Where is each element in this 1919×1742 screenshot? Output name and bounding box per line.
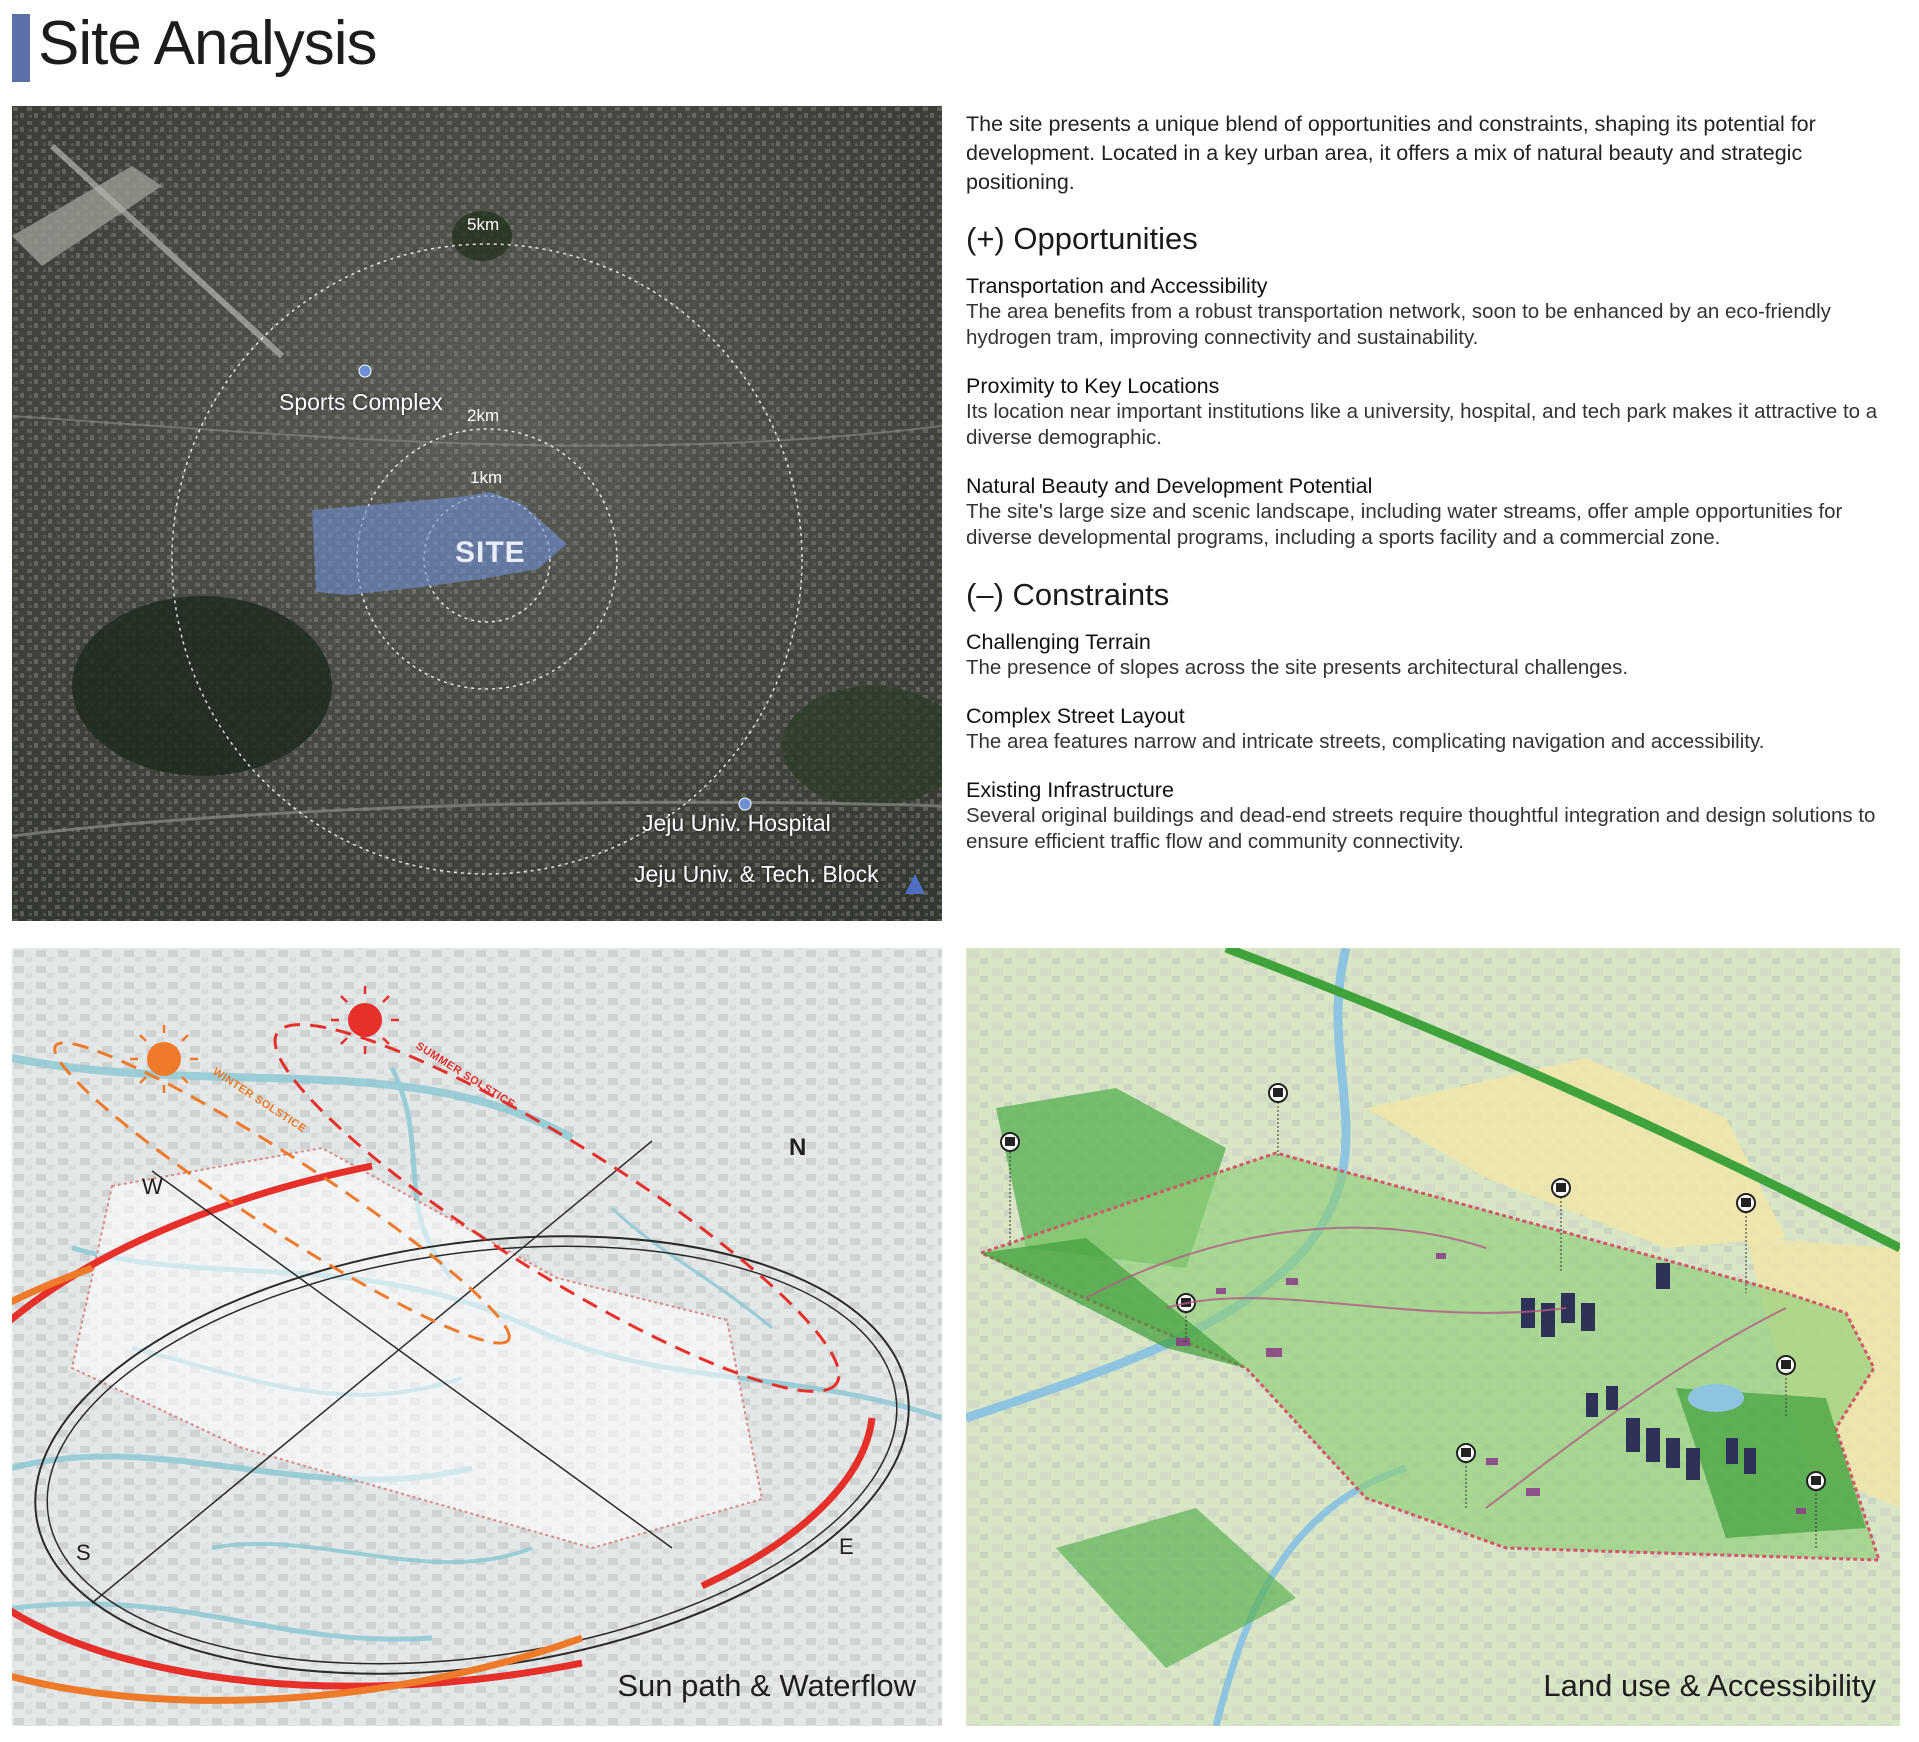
opportunity-title: Transportation and Accessibility bbox=[966, 274, 1268, 298]
hospital-label: Jeju Univ. Hospital bbox=[642, 810, 831, 836]
title-accent-bar bbox=[12, 14, 30, 82]
constraint-body: Several original buildings and dead-end streets require thoughtful integration and design solutions to ensure efficient traffic flow and community connectivity. bbox=[966, 804, 1876, 853]
sunpath-caption: Sun path & Waterflow bbox=[617, 1668, 916, 1703]
site-label: SITE bbox=[455, 536, 526, 569]
opportunity-item bbox=[966, 373, 1896, 451]
ring-label-1km: 1km bbox=[470, 468, 503, 487]
winter-solstice-label: WINTER SOLSTICE bbox=[210, 1066, 309, 1136]
compass-west: W bbox=[142, 1174, 163, 1199]
compass-east: E bbox=[839, 1534, 854, 1559]
ring-label-2km: 2km bbox=[467, 406, 500, 425]
opportunities-heading: (+) Opportunities bbox=[966, 221, 1198, 256]
summer-solstice-label: SUMMER SOLSTICE bbox=[413, 1040, 518, 1111]
satellite-map bbox=[12, 106, 942, 921]
constraint-item bbox=[966, 703, 1896, 755]
sports-complex-marker bbox=[359, 365, 371, 377]
compass-south: S bbox=[76, 1540, 91, 1565]
constraints-heading: (–) Constraints bbox=[966, 577, 1170, 612]
forest-area bbox=[72, 596, 332, 776]
tech-block-label: Jeju Univ. & Tech. Block bbox=[634, 861, 879, 887]
constraint-title: Complex Street Layout bbox=[966, 704, 1185, 728]
landuse-caption: Land use & Accessibility bbox=[1543, 1668, 1876, 1703]
analysis-text bbox=[966, 110, 1896, 877]
constraint-title: Existing Infrastructure bbox=[966, 778, 1174, 802]
sunpath-diagram bbox=[12, 948, 942, 1726]
page-title: Site Analysis bbox=[38, 9, 377, 78]
hospital-marker bbox=[739, 798, 751, 810]
constraint-body: The area features narrow and intricate streets, complicating navigation and accessibility. bbox=[966, 730, 1765, 753]
opportunity-body: The area benefits from a robust transportation network, soon to be enhanced by an eco-friendly hydrogen tram, improving connectivity and sustainability. bbox=[966, 300, 1831, 349]
opportunity-body: The site's large size and scenic landscape, including water streams, offer ample opportunities for diverse developmental programs, including a sports facility and a commercial zone. bbox=[966, 500, 1843, 549]
compass-north: N bbox=[789, 1134, 807, 1161]
ring-label-5km: 5km bbox=[467, 215, 500, 234]
opportunity-item bbox=[966, 273, 1896, 351]
landuse-diagram bbox=[966, 948, 1900, 1726]
opportunity-item bbox=[966, 473, 1896, 551]
constraint-title: Challenging Terrain bbox=[966, 630, 1151, 654]
opportunity-body: Its location near important institutions like a university, hospital, and tech park makes it attractive to a diverse demographic. bbox=[966, 400, 1878, 449]
constraint-item bbox=[966, 777, 1896, 855]
sports-complex-label: Sports Complex bbox=[279, 389, 443, 415]
opportunity-title: Natural Beauty and Development Potential bbox=[966, 474, 1373, 498]
landuse-diagram-graphic bbox=[966, 948, 1900, 1726]
sunpath-diagram-graphic bbox=[12, 948, 942, 1726]
constraint-body: The presence of slopes across the site presents architectural challenges. bbox=[966, 656, 1629, 679]
constraint-item bbox=[966, 629, 1896, 681]
intro-paragraph: The site presents a unique blend of opportunities and constraints, shaping its potential for development. Located in a key urban area, it offers a mix of natural beauty and strategic positioning. bbox=[966, 112, 1816, 194]
opportunity-title: Proximity to Key Locations bbox=[966, 374, 1220, 398]
